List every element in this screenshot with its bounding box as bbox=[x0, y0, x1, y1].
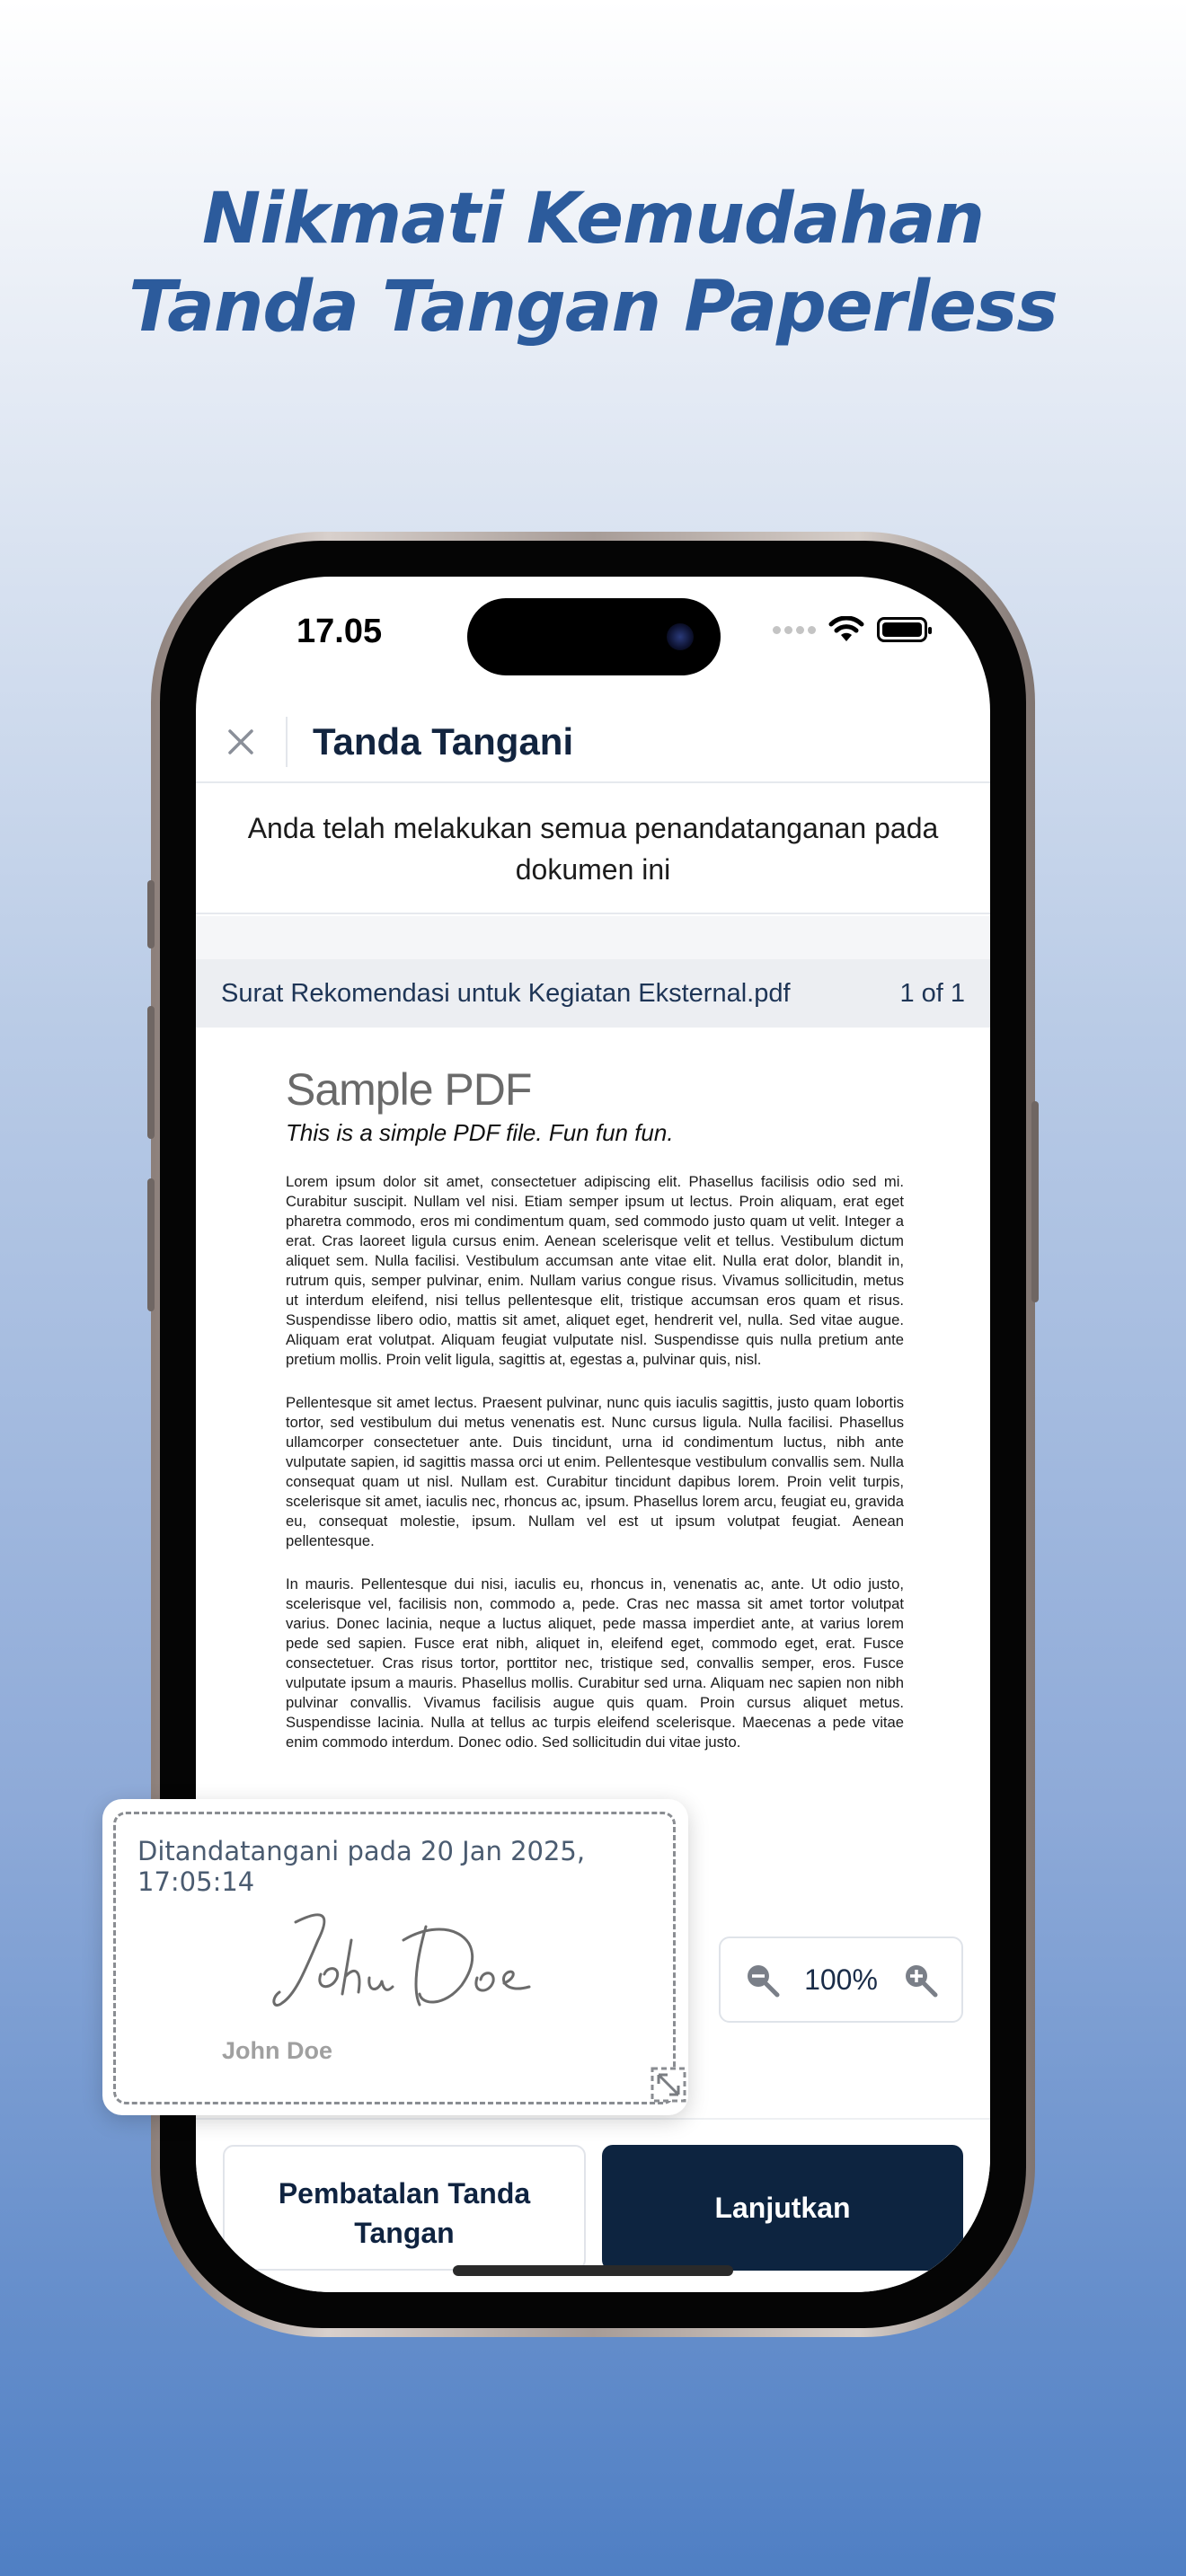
zoom-in-icon bbox=[902, 1962, 938, 1998]
pdf-paragraph: Lorem ipsum dolor sit amet, consectetuer adipiscing elit. Phasellus facilisis odio sed mi. Curabitur suscipit. Nullam vel nisi. Etiam semper ipsum ut lectus. Proin aliquam, erat eget pharetra commodo, eros mi condimentum quam, sed commodo justo quam ut velit. Integer a erat. Cras laoreet ligula cursus enim. Aenean scelerisque velit et tellus. Vestibulum dictum aliquet sem. Nulla facilisi. Vestibulum accumsan ante vitae elit. Nulla erat dolor, blandit in, rutrum quis, semper pulvinar, enim. Nullam varius congue risus. Vivamus sollicitudin, metus ut interdum eleifend, nisi tellus pellentesque elit, tristique accumsan eros quam et risus. Suspendisse libero odio, mattis sit amet, aliquet eget, hendrerit vel, nulla. Sed vitae augue. Aliquam erat volutpat. Aliquam feugiat vulputate nisl. Suspendisse quis nulla pretium ante pretium mollis. Proin velit ligula, sagittis at, egestas a, pulvinar quis, nisl. bbox=[286, 1173, 904, 1368]
continue-button[interactable]: Lanjutkan bbox=[602, 2145, 963, 2271]
pdf-page bbox=[286, 1063, 904, 1752]
app-bar bbox=[196, 702, 990, 783]
phone-power-button bbox=[1031, 1101, 1039, 1302]
zoom-in-button[interactable] bbox=[900, 1960, 940, 1999]
page-title: Tanda Tangani bbox=[313, 720, 574, 763]
signature-timestamp: Ditandatangani pada 20 Jan 2025, 17:05:14 bbox=[137, 1836, 586, 1897]
zoom-out-icon bbox=[744, 1962, 780, 1998]
dynamic-island bbox=[467, 598, 721, 675]
resize-icon[interactable] bbox=[651, 2067, 686, 2103]
page-indicator: 1 of 1 bbox=[899, 978, 965, 1008]
pdf-title: Sample PDF bbox=[286, 1064, 532, 1115]
section-spacer bbox=[196, 916, 990, 959]
status-time: 17.05 bbox=[296, 613, 383, 650]
phone-volume-down-button bbox=[147, 1178, 155, 1311]
close-button[interactable] bbox=[196, 715, 286, 769]
headline-line-1: Nikmati Kemudahan bbox=[201, 179, 985, 260]
zoom-level: 100% bbox=[804, 1963, 878, 1996]
front-camera-icon bbox=[667, 623, 694, 650]
signing-complete-notice: Anda telah melakukan semua penandatanganan pada dokumen ini bbox=[196, 785, 990, 914]
cellular-signal-icon bbox=[773, 626, 816, 634]
phone-action-button bbox=[147, 880, 155, 948]
zoom-control bbox=[719, 1936, 963, 2023]
file-name: Surat Rekomendasi untuk Kegiatan Eksternal.pdf bbox=[221, 978, 791, 1008]
wifi-icon bbox=[828, 616, 864, 643]
cancel-signature-button[interactable]: Pembatalan Tanda Tangan bbox=[223, 2145, 586, 2271]
signature-box bbox=[113, 1812, 676, 2104]
battery-icon bbox=[877, 617, 927, 642]
signer-name: John Doe bbox=[222, 2037, 333, 2064]
handwritten-signature bbox=[269, 1904, 538, 2021]
close-icon bbox=[227, 728, 254, 755]
pdf-paragraph: Pellentesque sit amet lectus. Praesent pulvinar, nunc quis iaculis sagittis, justo quam lobortis tortor, sed vestibulum dui metus venenatis est. Nunc cursus ligula. Nulla facilisi. Phasellus ullamcorper consectetuer ante. Duis tincidunt, urna id condimentum luctus, nibh ante vulputate sapien, id sagittis massa orci ut enim. Pellentesque vestibulum convallis sem. Nulla consequat quam ut nisl. Nullam est. Curabitur tincidunt dapibus lorem. Proin velit turpis, scelerisque sit amet, iaculis nec, rhoncus ac, ipsum. Phasellus lorem arcu, feugiat eu, gravida eu, consequat molestie, ipsum. Nullam vel est ut ipsum volutpat feugiat. Aenean pellentesque. bbox=[286, 1394, 904, 1549]
status-icons bbox=[773, 616, 927, 643]
app-bar-divider bbox=[286, 717, 288, 767]
headline-line-2: Tanda Tangan Paperless bbox=[128, 267, 1058, 348]
phone-volume-up-button bbox=[147, 1006, 155, 1139]
pdf-paragraph: In mauris. Pellentesque dui nisi, iaculis eu, rhoncus in, venenatis ac, ante. Ut odio justo, scelerisque vel, facilisis non, commodo a, pede. Cras nec massa sit amet tortor volutpat varius. Donec lacinia, neque a luctus aliquet, pede massa imperdiet ante, at varius lorem pede sed sapien. Fusce erat nibh, aliquet in, eleifend eget, commodo eget, erat. Fusce consectetuer. Cras risus tortor, porttitor nec, tristique sed, convallis semper, eros. Fusce vulputate ipsum a mauris. Phasellus mollis. Curabitur sed urna. Aliquam nec sapien non nibh pulvinar convallis. Vivamus facilisis augue quis quam. Proin cursus aliquet metus. Suspendisse lacinia. Nulla at tellus ac turpis eleifend scelerisque. Maecenas a pede vitae enim commodo interdum. Donec odio. Sed sollicitudin dui vitae justo. bbox=[286, 1575, 904, 1751]
home-indicator[interactable] bbox=[453, 2265, 733, 2276]
pdf-subtitle: This is a simple PDF file. Fun fun fun. bbox=[286, 1119, 674, 1146]
headline bbox=[0, 175, 1186, 351]
signature-card[interactable] bbox=[102, 1799, 688, 2115]
zoom-out-button[interactable] bbox=[742, 1960, 782, 1999]
file-info-bar bbox=[196, 959, 990, 1028]
